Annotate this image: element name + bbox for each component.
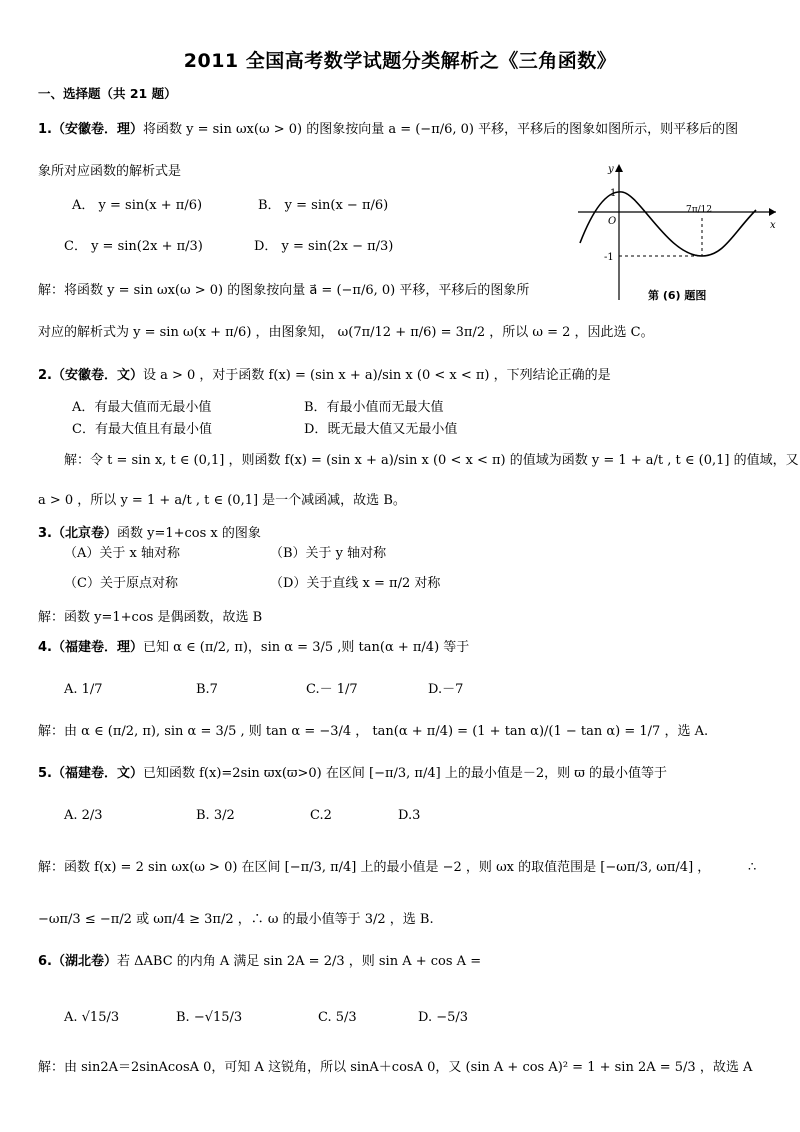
problem-5-option-a: A. 2/3 xyxy=(64,808,103,823)
problem-3-stem-text: 函数 y=1+cos x 的图象 xyxy=(116,526,261,541)
y-axis-label: y xyxy=(608,164,614,175)
problem-2-stem xyxy=(38,366,611,386)
problem-6-option-b: B. −√15/3 xyxy=(176,1010,243,1025)
problem-6-option-d: D. −5/3 xyxy=(418,1010,469,1025)
tick-neg-one: -1 xyxy=(604,252,614,263)
problem-4-solution: 解：由 α ∈ (π/2, π), sin α = 3/5 , 则 tan α = −3/4 ， tan(α + π/4) = (1 + tan α)/(1 − tan α) = 1/7 ，选 A. xyxy=(38,724,709,739)
section-heading: 一、选择题（共 21 题） xyxy=(38,86,177,101)
sine-graph-figure xyxy=(574,160,782,305)
problem-1-label: 1.（安徽卷．理） xyxy=(38,122,143,137)
problem-3-option-c: （C）关于原点对称 xyxy=(64,576,178,591)
problem-1-stem-line2: 象所对应函数的解析式是 xyxy=(38,164,182,179)
problem-3-option-b: （B）关于 y 轴对称 xyxy=(270,546,387,561)
problem-4-option-b: B.7 xyxy=(196,682,218,697)
problem-2-label: 2.（安徽卷．文） xyxy=(38,368,143,383)
problem-5-option-b: B. 3/2 xyxy=(196,808,235,823)
problem-5-stem xyxy=(38,764,667,784)
problem-1-solution-line1: 解：将函数 y = sin ωx(ω > 0) 的图象按向量 a⃗ = (−π/6, 0) 平移，平移后的图象所 xyxy=(38,283,530,298)
problem-6-solution: 解：由 sin2A＝2sinAcosA 0，可知 A 这锐角，所以 sinA＋cosA 0，又 (sin A + cos A)² = 1 + sin 2A = 5/3 ，故选 A xyxy=(38,1060,753,1075)
problem-5-label: 5.（福建卷．文） xyxy=(38,766,143,781)
problem-5-solution-line2: −ωπ/3 ≤ −π/2 或 ωπ/4 ≥ 3π/2 ，∴ ω 的最小值等于 3/2 ，选 B. xyxy=(38,912,434,927)
problem-4-label: 4.（福建卷．理） xyxy=(38,640,143,655)
therefore-symbol: ∴ xyxy=(748,860,757,875)
problem-1-option-d: D． y = sin(2x − π/3) xyxy=(254,239,394,254)
problem-1-option-b: B． y = sin(x − π/6) xyxy=(258,198,389,213)
problem-2-option-d: D．既无最大值又无最小值 xyxy=(304,422,458,437)
problem-3-label: 3.（北京卷） xyxy=(38,526,117,541)
problem-5-option-c: C.2 xyxy=(310,808,332,823)
problem-1-solution-line2: 对应的解析式为 y = sin ω(x + π/6) ，由图象知， ω(7π/12 + π/6) = 3π/2 ，所以 ω = 2 ，因此选 C。 xyxy=(38,325,654,340)
problem-1-stem-line1: 将函数 y = sin ωx(ω > 0) 的图象按向量 a = (−π/6, 0) 平移，平移后的图象如图所示，则平移后的图 xyxy=(142,122,739,137)
problem-2-solution-line2: a > 0 ，所以 y = 1 + a/t , t ∈ (0,1] 是一个减函减，故选 B。 xyxy=(38,493,406,508)
tick-one: 1 xyxy=(610,188,617,199)
problem-2-option-a: A．有最大值而无最小值 xyxy=(72,400,212,415)
problem-4-option-a: A. 1/7 xyxy=(64,682,103,697)
problem-6-label: 6.（湖北卷） xyxy=(38,954,117,969)
page-title: 2011 全国高考数学试题分类解析之《三角函数》 xyxy=(183,50,617,72)
y-axis-arrow xyxy=(615,164,623,172)
sine-curve xyxy=(580,192,756,256)
problem-4-stem-text: 已知 α ∈ (π/2, π)，sin α = 3/5 ,则 tan(α + π/4) 等于 xyxy=(142,640,470,655)
problem-4-option-c: C.－ 1/7 xyxy=(306,682,358,697)
problem-3-option-a: （A）关于 x 轴对称 xyxy=(64,546,180,561)
x-axis-arrow xyxy=(769,208,776,216)
problem-2-option-b: B．有最小值而无最大值 xyxy=(304,400,444,415)
problem-3-stem xyxy=(38,524,261,544)
origin-label: O xyxy=(608,216,617,227)
problem-2-option-c: C．有最大值且有最小值 xyxy=(72,422,212,437)
problem-6-stem-text: 若 ΔABC 的内角 A 满足 sin 2A = 2/3 ，则 sin A + cos A = xyxy=(116,954,482,969)
problem-6-option-a: A. √15/3 xyxy=(64,1010,120,1025)
x-axis-label: x xyxy=(770,220,776,231)
problem-2-stem-text: 设 a > 0 ，对于函数 f(x) = (sin x + a)/sin x (0 < x < π) ，下列结论正确的是 xyxy=(142,368,611,383)
problem-4-option-d: D.－7 xyxy=(428,682,464,697)
problem-5-stem-text: 已知函数 f(x)=2sin ϖx(ϖ>0) 在区间 [−π/3, π/4] 上的最小值是－2，则 ϖ 的最小值等于 xyxy=(142,766,667,781)
problem-6-option-c: C. 5/3 xyxy=(318,1010,357,1025)
problem-2-solution-line1: 解：令 t = sin x, t ∈ (0,1] ，则函数 f(x) = (sin x + a)/sin x (0 < x < π) 的值域为函数 y = 1 + a/t , t ∈ (0,1] 的值域，又 xyxy=(64,453,799,468)
problem-5-option-d: D.3 xyxy=(398,808,421,823)
problem-5-solution-line1: 解：函数 f(x) = 2 sin ωx(ω > 0) 在区间 [−π/3, π/4] 上的最小值是 −2 ，则 ωx 的取值范围是 [−ωπ/3, ωπ/4] ， xyxy=(38,860,711,875)
problem-6-stem xyxy=(38,952,481,972)
problem-4-stem xyxy=(38,638,469,658)
problem-1-stem xyxy=(38,120,738,140)
problem-1-option-c: C． y = sin(2x + π/3) xyxy=(64,239,203,254)
figure-caption: 第 (6) 题图 xyxy=(648,289,707,302)
problem-3-option-d: （D）关于直线 x = π/2 对称 xyxy=(270,576,441,591)
x-mark-label: 7π/12 xyxy=(686,205,713,215)
problem-3-solution: 解：函数 y=1+cos 是偶函数，故选 B xyxy=(38,610,263,625)
problem-1-option-a: A． y = sin(x + π/6) xyxy=(72,198,203,213)
